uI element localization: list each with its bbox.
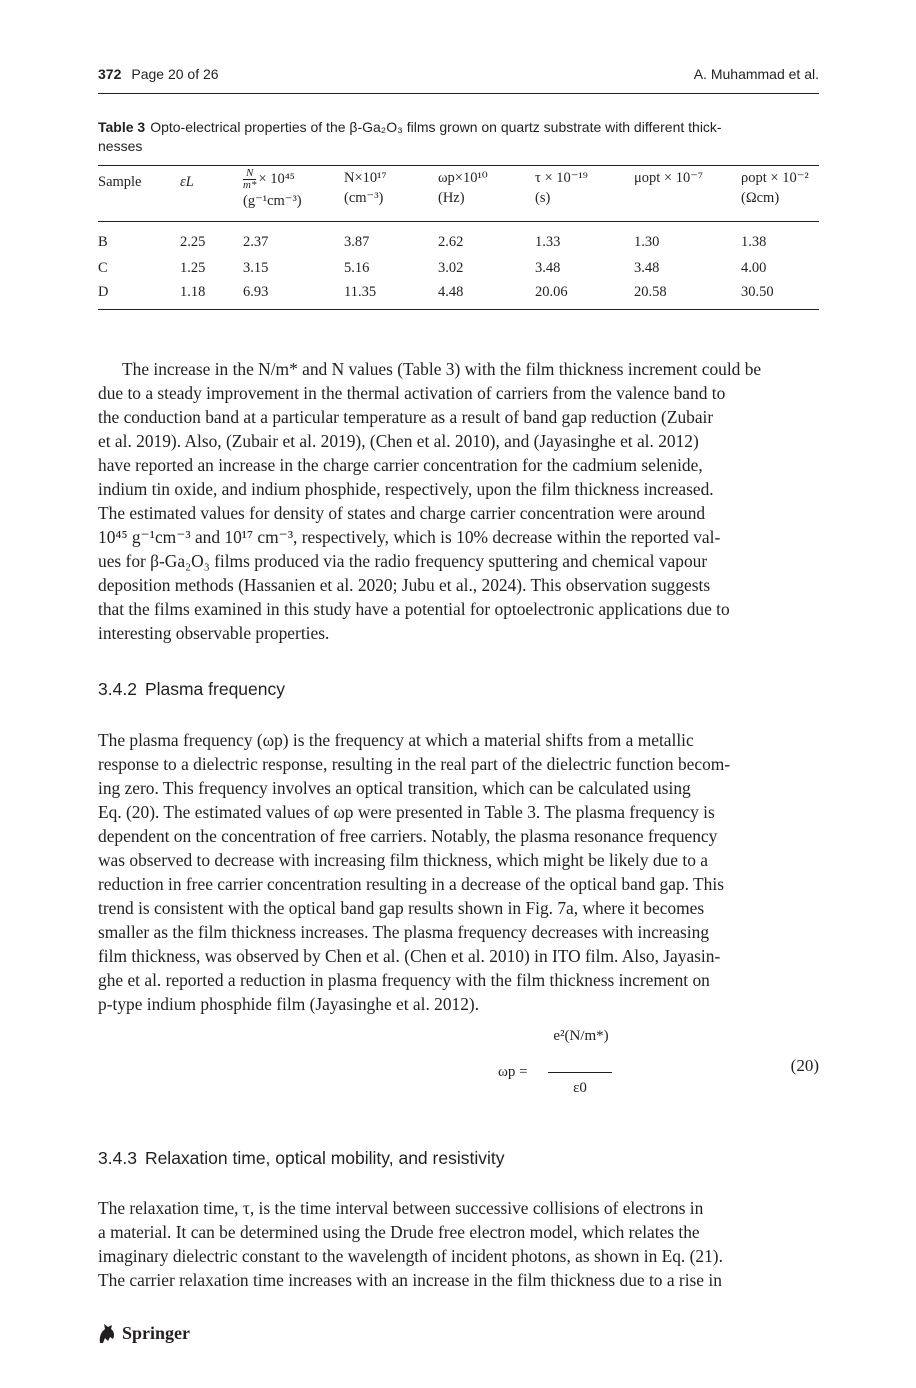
cell-epsilon: 2.25 xyxy=(180,234,206,250)
cell-omega: 2.62 xyxy=(438,234,464,250)
cell-n: 11.35 xyxy=(344,284,377,300)
cell-tau: 1.33 xyxy=(535,234,561,250)
cell-epsilon: 1.25 xyxy=(180,260,206,276)
header-rule xyxy=(98,93,819,94)
text-line: The carrier relaxation time increases with an increase in the film thickness due to a rise in xyxy=(98,1270,722,1290)
fraction-bar xyxy=(548,1072,612,1073)
header-rho-opt: ρopt × 10⁻² (Ωcm) xyxy=(741,170,809,206)
text-line: The estimated values for density of states and charge carrier concentration were around xyxy=(98,503,706,523)
header-sample: Sample xyxy=(98,174,142,190)
cell-mu: 3.48 xyxy=(634,260,660,276)
cell-rho: 30.50 xyxy=(741,284,774,300)
text-line: reduction in free carrier concentration resulting in a decrease of the optical band gap. This xyxy=(98,874,724,894)
equation-number: (20) xyxy=(790,1056,819,1075)
cell-tau: 3.48 xyxy=(535,260,561,276)
publisher-logo xyxy=(96,1320,190,1346)
text-line: smaller as the film thickness increases. The plasma frequency decreases with increasing xyxy=(98,922,710,942)
text-line: due to a steady improvement in the thermal activation of carriers from the valence band to xyxy=(98,383,726,403)
cell-n: 5.16 xyxy=(344,260,370,276)
cell-n-over-m: 6.93 xyxy=(243,284,269,300)
caption-line-1: Opto-electrical properties of the β-Ga₂O₃ films grown on quartz substrate with different thick- xyxy=(150,119,722,135)
text-line: interesting observable properties. xyxy=(98,623,330,643)
cell-epsilon: 1.18 xyxy=(180,284,206,300)
header-n-over-m: $\frac{N}{m*}$ × 10⁴⁵ (g⁻¹cm⁻³) xyxy=(243,167,302,209)
springer-horse-icon xyxy=(96,1321,118,1345)
cell-n-over-m: 3.15 xyxy=(243,260,269,276)
cell-mu: 1.30 xyxy=(634,234,660,250)
text-line: ghe et al. reported a reduction in plasma frequency with the film thickness increment on xyxy=(98,970,710,990)
text-line: a material. It can be determined using the Drude free electron model, which relates the xyxy=(98,1222,700,1242)
equation-numerator: e²(N/m*) xyxy=(553,1028,609,1044)
text-line: ues for β-Ga₂O₃ films produced via the radio frequency sputtering and chemical vapour xyxy=(98,551,708,571)
header-mu-opt: μopt × 10⁻⁷ xyxy=(634,170,703,186)
table-top-rule xyxy=(98,165,819,166)
header-tau: τ × 10⁻¹⁹ (s) xyxy=(535,170,588,206)
running-author: A. Muhammad et al. xyxy=(693,66,819,82)
equation-denominator: ε0 xyxy=(573,1080,587,1096)
text-line: indium tin oxide, and indium phosphide, respectively, upon the film thickness increased. xyxy=(98,479,714,499)
cell-rho: 1.38 xyxy=(741,234,767,250)
cell-sample: C xyxy=(98,260,108,276)
text-line: imaginary dielectric constant to the wavelength of incident photons, as shown in Eq. (21). xyxy=(98,1246,723,1266)
text-line: 10⁴⁵ g⁻¹cm⁻³ and 10¹⁷ cm⁻³, respectively, which is 10% decrease within the reported val- xyxy=(98,527,721,547)
text-line: response to a dielectric response, resulting in the real part of the dielectric function becom- xyxy=(98,754,731,774)
cell-omega: 3.02 xyxy=(438,260,464,276)
cell-rho: 4.00 xyxy=(741,260,767,276)
cell-omega: 4.48 xyxy=(438,284,464,300)
paragraph-plasma-frequency xyxy=(98,728,819,1016)
header-n: N×10¹⁷ (cm⁻³) xyxy=(344,170,387,206)
equation-lhs: ωp = xyxy=(498,1064,528,1080)
text-line: et al. 2019). Also, (Zubair et al. 2019), (Chen et al. 2010), and (Jayasinghe et al. 2012) xyxy=(98,431,699,451)
running-head xyxy=(98,66,819,88)
paragraph-density-of-states xyxy=(98,357,819,645)
text-line: was observed to decrease with increasing film thickness, which might be likely due to a xyxy=(98,850,708,870)
cell-n: 3.87 xyxy=(344,234,370,250)
text-line: that the films examined in this study have a potential for optoelectronic applications due to xyxy=(98,599,730,619)
page-of: Page 20 of 26 xyxy=(131,66,219,82)
text-line: The relaxation time, τ, is the time interval between successive collisions of electrons in xyxy=(98,1198,704,1218)
text-line: film thickness, was observed by Chen et al. (Chen et al. 2010) in ITO film. Also, Jayasin- xyxy=(98,946,721,966)
text-line: trend is consistent with the optical band gap results shown in Fig. 7a, where it becomes xyxy=(98,898,705,918)
equation-body xyxy=(498,1028,618,1108)
fraction-n-over-m: $\frac{N}{m*}$ xyxy=(243,167,257,191)
cell-n-over-m: 2.37 xyxy=(243,234,269,250)
cell-tau: 20.06 xyxy=(535,284,568,300)
text-line: ing zero. This frequency involves an optical transition, which can be calculated using xyxy=(98,778,691,798)
header-omega-p: ωp×10¹⁰ (Hz) xyxy=(438,170,488,206)
table-header-rule xyxy=(98,221,819,222)
text-line: Eq. (20). The estimated values of ωp were presented in Table 3. The plasma frequency is xyxy=(98,802,715,822)
table-label: Table 3 xyxy=(98,119,146,135)
section-heading-3-4-2: 3.4.2 Plasma frequency xyxy=(98,679,286,699)
text-line: dependent on the concentration of free carriers. Notably, the plasma resonance frequency xyxy=(98,826,718,846)
page-number: 372 xyxy=(98,66,122,82)
text-line: p-type indium phosphide film (Jayasinghe et al. 2012). xyxy=(98,994,480,1014)
paragraph-relaxation-time xyxy=(98,1196,819,1292)
caption-line-2: nesses xyxy=(98,138,143,154)
equation-20 xyxy=(98,1028,819,1108)
table-bottom-rule xyxy=(98,309,819,310)
text-line: have reported an increase in the charge carrier concentration for the cadmium selenide, xyxy=(98,455,703,475)
text-line: deposition methods (Hassanien et al. 2020; Jubu et al., 2024). This observation suggests xyxy=(98,575,711,595)
section-heading-3-4-3: 3.4.3 Relaxation time, optical mobility, and resistivity xyxy=(98,1148,505,1168)
cell-sample: B xyxy=(98,234,108,250)
text-line: The plasma frequency (ωp) is the frequency at which a material shifts from a metallic xyxy=(98,730,694,750)
text-line: The increase in the N/m* and N values (Table 3) with the film thickness increment could be xyxy=(122,359,762,379)
header-epsilon-l: εL xyxy=(180,174,194,190)
text-line: the conduction band at a particular temperature as a result of band gap reduction (Zubair xyxy=(98,407,714,427)
table-caption xyxy=(98,118,819,156)
cell-sample: D xyxy=(98,284,109,300)
cell-mu: 20.58 xyxy=(634,284,667,300)
publisher-name: Springer xyxy=(122,1322,191,1343)
